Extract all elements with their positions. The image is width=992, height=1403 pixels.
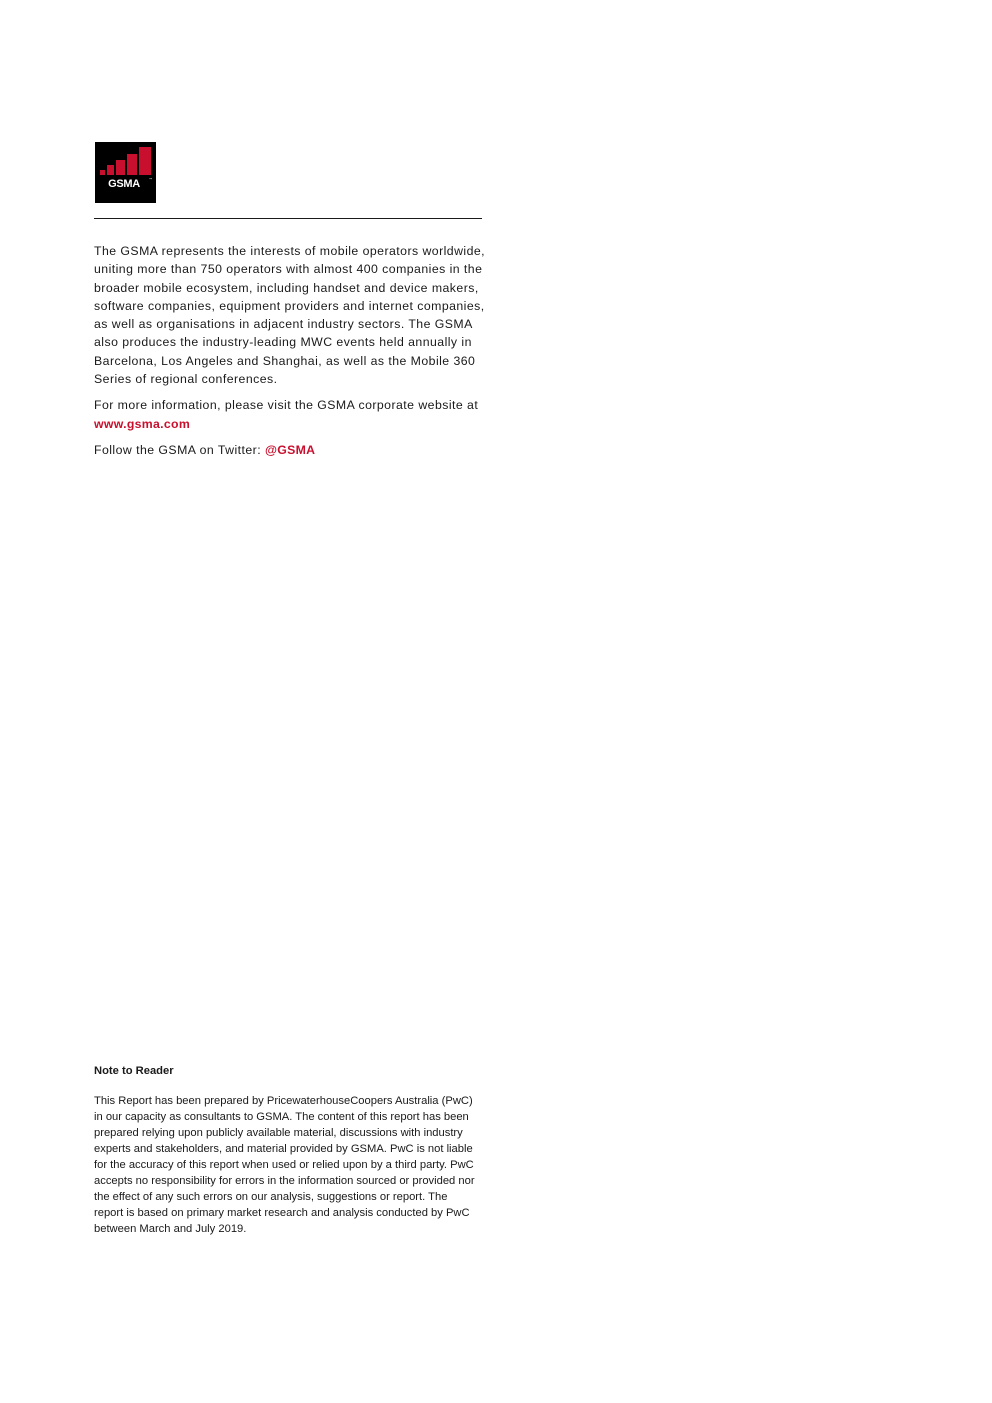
twitter-text: Follow the GSMA on Twitter: [94,442,265,457]
note-body: This Report has been prepared by PricewaterhouseCoopers Australia (PwC) in our capacity as consultants to GSMA. The content of this report has been prepared relying upon publicly available material, discussions with industry experts and stakeholders, and material provided by GSMA. PwC is not liable for the accuracy of this report when used or relied upon by a third party. PwC accepts no responsibility for errors in the information sourced or provided nor the effect of any such errors on our analysis, suggestions or report. The report is based on primary market research and analysis conducted by PwC between March and July 2019. [94,1095,475,1235]
website-link[interactable]: www.gsma.com [94,416,191,431]
note-title: Note to Reader [94,1065,174,1077]
header-divider [94,218,482,219]
twitter-paragraph [94,441,486,459]
more-info-text: For more information, please visit the GSMA corporate website at [94,398,479,413]
about-section [94,242,486,467]
note-to-reader [94,1063,479,1237]
gsma-logo-graphic [95,142,156,203]
gsma-logo [95,142,156,203]
more-info-paragraph [94,396,486,433]
twitter-link[interactable]: @GSMA [264,442,316,457]
about-paragraph: The GSMA represents the interests of mobile operators worldwide, uniting more than 750 operators with almost 400 companies in the broader mobile ecosystem, including handset and device makers, software companies, equipment providers and internet companies, as well as organisations in adjacent industry sectors. The GSMA also produces the industry-leading MWC events held annually in Barcelona, Los Angeles and Shanghai, as well as the Mobile 360 Series of regional conferences. [94,244,486,387]
svg-text:™: ™ [149,177,152,181]
svg-text:GSMA: GSMA [108,178,140,190]
